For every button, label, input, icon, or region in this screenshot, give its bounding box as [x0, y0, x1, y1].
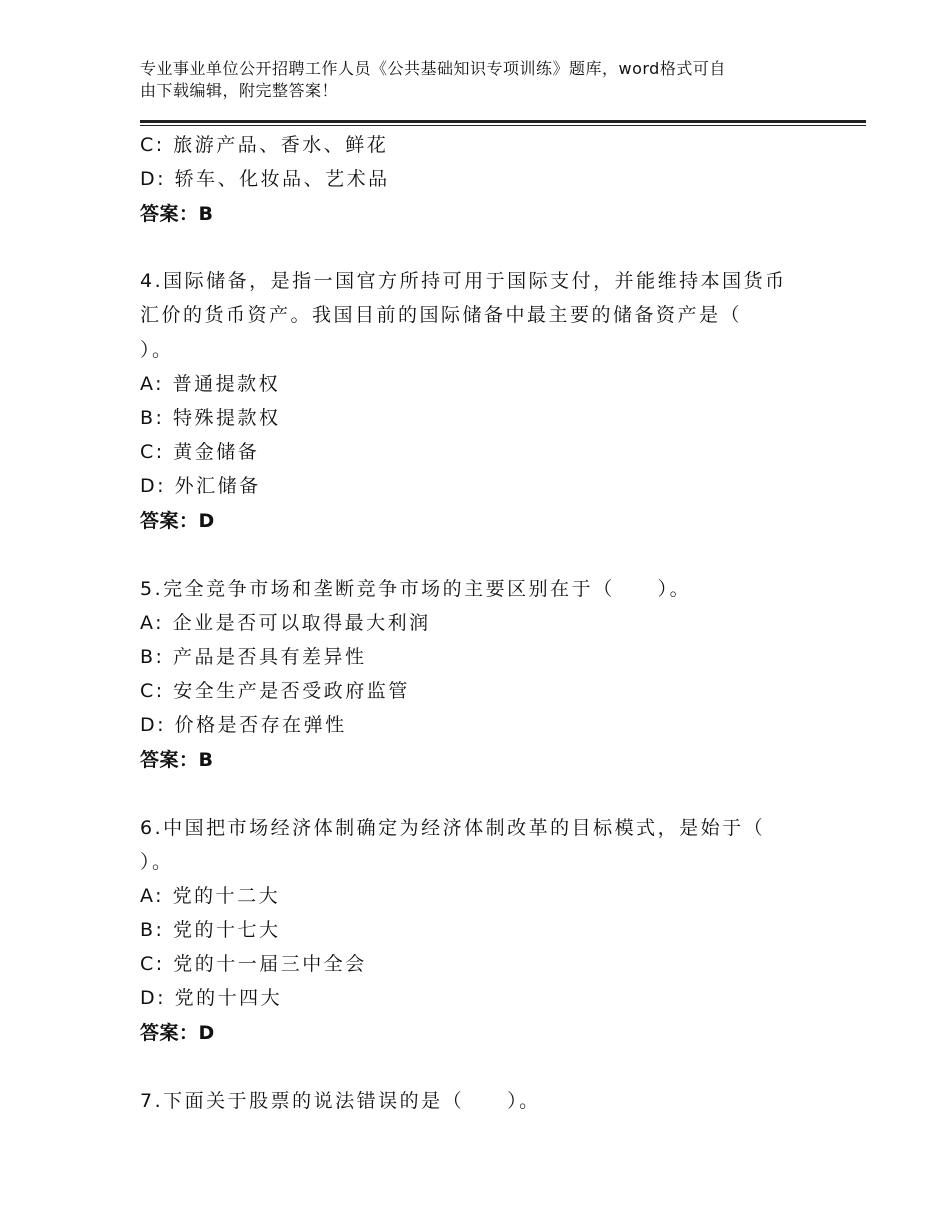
q5-answer: 答案：B — [140, 749, 214, 771]
q3-answer: 答案：B — [140, 203, 214, 225]
q3-option-c: C: 旅游产品、香水、鲜花 — [140, 134, 389, 156]
q4-stem-line-1: 4.国际储备，是指一国官方所持可用于国际支付，并能维持本国货币 — [140, 270, 787, 292]
q4-option-d: D: 外汇储备 — [140, 475, 261, 497]
q5-option-a: A: 企业是否可以取得最大利润 — [140, 612, 431, 634]
q6-option-c: C: 党的十一届三中全会 — [140, 953, 367, 975]
q4-answer: 答案：D — [140, 510, 215, 532]
q5-stem-line-1: 5.完全竞争市场和垄断竞争市场的主要区别在于（ ）。 — [140, 578, 692, 600]
q4-option-a: A: 普通提款权 — [140, 373, 281, 395]
header-divider-thin — [140, 125, 866, 126]
q4-stem-line-2: 汇价的货币资产。我国目前的国际储备中最主要的储备资产是（ — [140, 304, 743, 326]
q4-option-c: C: 黄金储备 — [140, 441, 260, 463]
q4-option-b: B: 特殊提款权 — [140, 407, 281, 429]
header-line-2: 由下载编辑，附完整答案！ — [140, 81, 339, 100]
q6-option-a: A: 党的十二大 — [140, 885, 281, 907]
q6-stem-line-1: 6.中国把市场经济体制确定为经济体制改革的目标模式，是始于（ — [140, 817, 766, 839]
q3-option-d: D: 轿车、化妆品、艺术品 — [140, 168, 390, 190]
q6-stem-line-2: ）。 — [140, 851, 174, 873]
q5-option-b: B: 产品是否具有差异性 — [140, 646, 367, 668]
q6-option-d: D: 党的十四大 — [140, 987, 283, 1009]
q4-stem-line-3: ）。 — [140, 339, 174, 361]
q7-stem-line-1: 7.下面关于股票的说法错误的是（ ）。 — [140, 1090, 541, 1112]
header-line-1: 专业事业单位公开招聘工作人员《公共基础知识专项训练》题库，word格式可自 — [140, 59, 726, 78]
page-header — [140, 58, 840, 102]
q5-option-c: C: 安全生产是否受政府监管 — [140, 680, 410, 702]
q6-answer: 答案：D — [140, 1022, 215, 1044]
header-divider-thick — [140, 120, 866, 123]
q6-option-b: B: 党的十七大 — [140, 919, 281, 941]
q5-option-d: D: 价格是否存在弹性 — [140, 714, 347, 736]
